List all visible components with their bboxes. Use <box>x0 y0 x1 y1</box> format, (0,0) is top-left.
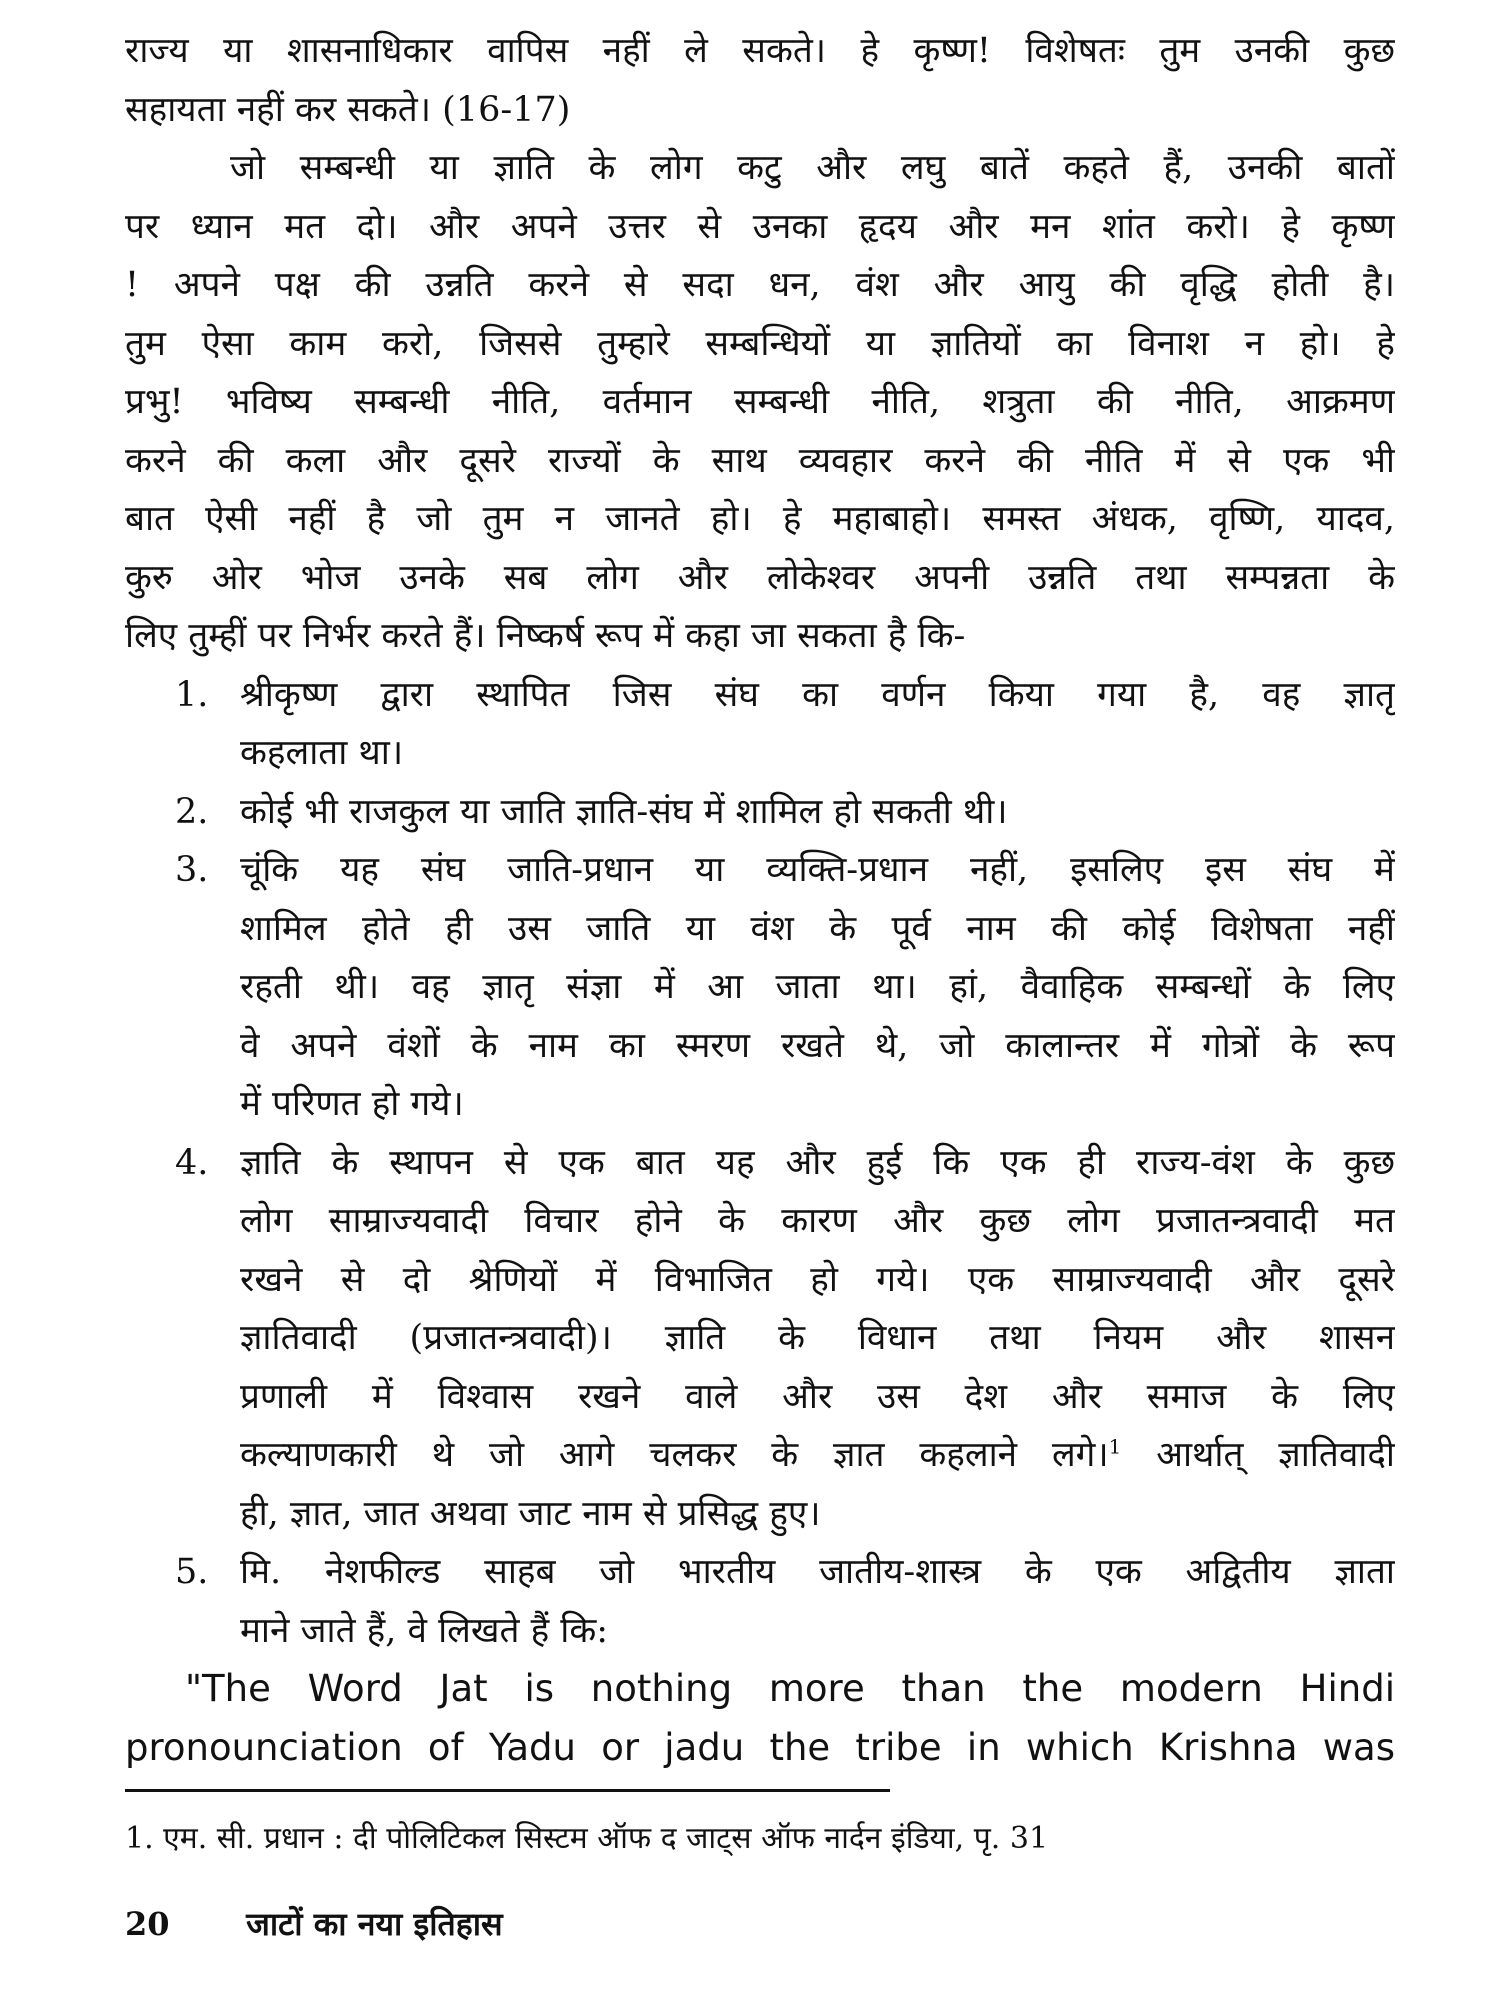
list-item-line <box>125 783 1395 842</box>
text-line: राज्य या शासनाधिकार वापिस नहीं ले सकते। हे कृष्ण! विशेषतः तुम उनकी कुछ <box>125 31 1395 71</box>
list-item-text: ज्ञाति के स्थापन से एक बात यह और हुई कि एक ही राज्य-वंश के कुछ <box>240 1142 1395 1183</box>
list-item-text: कल्याणकारी थे जो आगे चलकर के ज्ञात कहलाने लगे। <box>240 1435 1109 1475</box>
page-number: 20 <box>125 1905 170 1943</box>
list-item-number: 1. <box>175 674 209 715</box>
list-item-line: शामिल होते ही उस जाति या वंश के पूर्व नाम की कोई विशेषता नहीं <box>240 908 1395 949</box>
list-item-line <box>125 1426 1395 1485</box>
list-item-number: 3. <box>175 850 209 890</box>
paragraph-main <box>125 139 1395 666</box>
list-item-number: 4. <box>175 1142 209 1183</box>
list-item-line: वे अपने वंशों के नाम का स्मरण रखते थे, जो कालान्तर में गोत्रों के रूप <box>240 1025 1395 1066</box>
list-item-number: 2. <box>175 791 209 832</box>
book-title: जाटों का नया इतिहास <box>246 1905 503 1943</box>
list-item-line <box>125 841 1395 900</box>
text-line: सहायता नहीं कर सकते। (16-17) <box>125 89 571 130</box>
numbered-list <box>125 666 1395 1661</box>
list-item-text: कोई भी राजकुल या जाति ज्ञाति-संघ में शामिल हो सकती थी। <box>240 791 1008 832</box>
quote-line: pronounciation of Yadu or jadu the tribe in which Krishna was <box>125 1725 1395 1769</box>
text-line: बात ऐसी नहीं है जो तुम न जानते हो। हे महाबाहो। समस्त अंधक, वृष्णि, यादव, <box>125 499 1395 539</box>
english-quotation <box>125 1660 1395 1777</box>
list-item <box>125 1543 1395 1660</box>
list-item-text: श्रीकृष्ण द्वारा स्थापित जिस संघ का वर्णन किया गया है, वह ज्ञातृ <box>240 674 1395 715</box>
list-item <box>125 783 1395 842</box>
quote-line: "The Word Jat is nothing more than the modern Hindi <box>185 1667 1395 1710</box>
list-item-line: रहती थी। वह ज्ञातृ संज्ञा में आ जाता था। हां, वैवाहिक सम्बन्धों के लिए <box>240 967 1395 1007</box>
list-item-line: कहलाता था। <box>240 733 404 773</box>
footnote-reference[interactable]: 1 <box>1108 1434 1122 1459</box>
list-item-text: चूंकि यह संघ जाति-प्रधान या व्यक्ति-प्रधान नहीं, इसलिए इस संघ में <box>240 850 1395 890</box>
list-item <box>125 841 1395 1134</box>
list-item-line: ही, ज्ञात, जात अथवा जाट नाम से प्रसिद्ध हुए। <box>240 1493 821 1534</box>
text-line: प्रभु! भविष्य सम्बन्धी नीति, वर्तमान सम्बन्धी नीति, शत्रुता की नीति, आक्रमण <box>125 382 1395 422</box>
page-footer <box>125 1902 1395 1945</box>
text-line: पर ध्यान मत दो। और अपने उत्तर से उनका हृदय और मन शांत करो। हे कृष्ण <box>125 206 1395 247</box>
list-item-line: ज्ञातिवादी (प्रजातन्त्रवादी)। ज्ञाति के विधान तथा नियम और शासन <box>240 1318 1395 1358</box>
list-item-line <box>125 1543 1395 1602</box>
footnote-divider <box>125 1789 890 1792</box>
list-item-line: प्रणाली में विश्वास रखने वाले और उस देश और समाज के लिए <box>240 1376 1395 1417</box>
list-item-text: मि. नेशफील्ड साहब जो भारतीय जातीय-शास्त्र के एक अद्वितीय ज्ञाता <box>240 1552 1395 1592</box>
list-item-text: आर्थात् ज्ञातिवादी <box>1121 1435 1395 1475</box>
text-line: ! अपने पक्ष की उन्नति करने से सदा धन, वंश और आयु की वृद्धि होती है। <box>125 265 1395 305</box>
paragraph-continuation <box>125 22 1395 139</box>
list-item-line <box>125 666 1395 725</box>
list-item-line: माने जाते हैं, वे लिखते हैं कि: <box>240 1610 609 1651</box>
text-line: जो सम्बन्धी या ज्ञाति के लोग कटु और लघु बातें कहते हैं, उनकी बातों <box>230 148 1395 188</box>
list-item-line: रखने से दो श्रेणियों में विभाजित हो गये। एक साम्राज्यवादी और दूसरे <box>240 1259 1395 1300</box>
text-line: लिए तुम्हीं पर निर्भर करते हैं। निष्कर्ष रूप में कहा जा सकता है कि- <box>125 616 966 656</box>
list-item-line: में परिणत हो गये। <box>240 1084 464 1124</box>
list-item-line <box>125 1134 1395 1193</box>
list-item <box>125 1134 1395 1544</box>
text-line: तुम ऐसा काम करो, जिससे तुम्हारे सम्बन्धियों या ज्ञातियों का विनाश न हो। हे <box>125 323 1395 364</box>
footnote: 1. एम. सी. प्रधान : दी पोलिटिकल सिस्टम ऑफ द जाट्स ऑफ नार्दन इंडिया, पृ. 31 <box>125 1821 1049 1856</box>
text-line: कुरु ओर भोज उनके सब लोग और लोकेश्वर अपनी उन्नति तथा सम्पन्नता के <box>125 557 1395 598</box>
list-item <box>125 666 1395 783</box>
list-item-line: लोग साम्राज्यवादी विचार होने के कारण और कुछ लोग प्रजातन्त्रवादी मत <box>240 1201 1395 1241</box>
text-line: करने की कला और दूसरे राज्यों के साथ व्यवहार करने की नीति में से एक भी <box>125 440 1395 481</box>
book-page <box>125 22 1395 1972</box>
list-item-number: 5. <box>175 1552 209 1592</box>
